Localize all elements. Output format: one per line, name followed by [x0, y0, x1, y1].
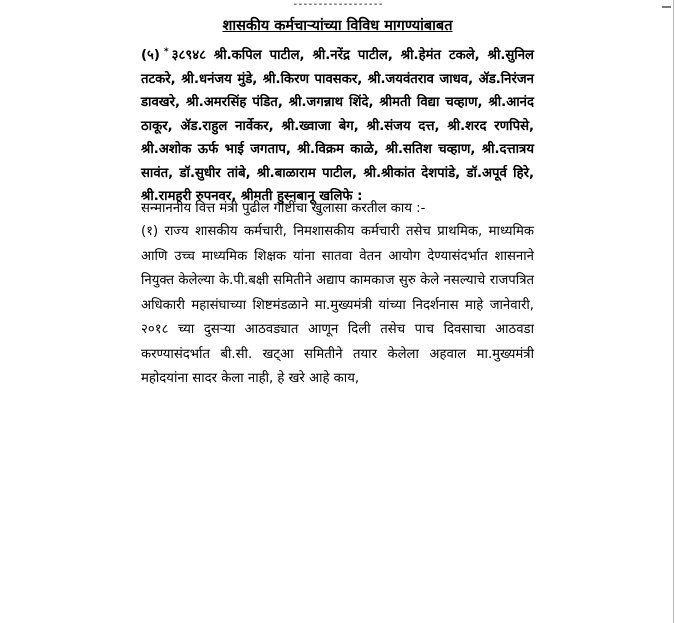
question-text: ३८९४८ श्री.कपिल पाटील, श्री.नरेंद्र पाटील, श्री.हेमंत टकले, श्री.सुनिल तटकरे, श्री.धनंजय मुंडे, श्री.किरण पावसकर, श्री.जयवंतराव जाधव, ॲड.निरंजन डावखरे, श्री.अमरसिंह पंडित, श्री.जगन्नाथ शिंदे, श्रीमती विद्या चव्हाण, श्री.आनंद ठाकूर, ॲड.राहुल नार्वेकर, श्री.ख्वाजा बेग, श्री.संजय दत्त, श्री.शरद रणपिसे, श्री.अशोक ऊर्फ भाई जगताप, श्री.विक्रम काळे, श्री.सतिश चव्हाण, श्री.दत्तात्रय सावंत, डॉ.सुधीर तांबे, श्री.बाळाराम पाटील, श्री.श्रीकांत देशपांडे, डॉ.अपूर्व हिरे, श्री.रामहरी रुपनवर, श्रीमती हुस्नबानू खलिफे :	[141, 48, 534, 204]
question-paragraph	[141, 44, 534, 209]
page-edge-line	[673, 0, 674, 623]
question-number: (५)	[141, 48, 160, 63]
page-title: शासकीय कर्मचाऱ्यांच्या विविध मागण्यांबाबत	[222, 18, 453, 34]
separator-line: ------------------	[292, 0, 383, 10]
question-subheading: सन्माननीय वित्त मंत्री पुढील गोष्टींचा खुलासा करतील काय :-	[141, 201, 426, 216]
question-part-1: (१) राज्य शासकीय कर्मचारी, निमशासकीय कर्मचारी तसेच प्राथमिक, माध्यमिक आणि उच्च माध्यमिक शिक्षक यांना सातवा वेतन आयोग देण्यासंदर्भात शासनाने नियुक्त केलेल्या के.पी.बक्षी समितीने अद्याप कामकाज सुरु केले नसल्याचे राजपत्रित अधिकारी महासंघाच्या शिष्टमंडळाने मा.मुख्यमंत्री यांच्या निदर्शनास माहे जानेवारी, २०१८ च्या दुसऱ्या आठवड्यात आणून दिली तसेच पाच दिवसाचा आठवडा करण्यासंदर्भात बी.सी. खट्आ समितीने तयार केलेला अहवाल मा.मुख्यमंत्री महोदयांना सादर केला नाही, हे खरे आहे काय,	[141, 224, 534, 386]
starred-question-mark: *	[163, 46, 169, 57]
